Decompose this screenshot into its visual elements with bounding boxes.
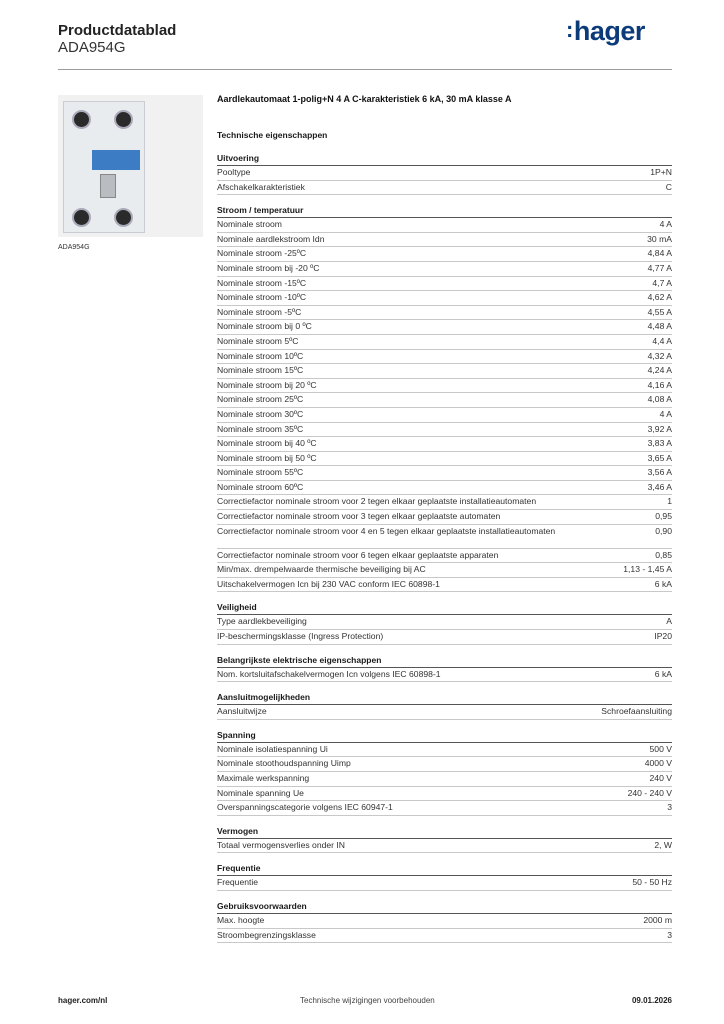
spec-row [217,510,672,525]
spec-row [217,876,672,891]
spec-value: 4,08 A [647,394,672,405]
spec-row [217,218,672,233]
spec-value: 4 A [659,408,672,419]
group-title: Veiligheid [217,602,672,615]
group-title: Vermogen [217,826,672,839]
spec-value: Schroefaansluiting [601,706,672,717]
spec-label: Nominale stroom bij -20 ºC [217,262,320,273]
spec-label: Nominale stroom bij 20 ºC [217,379,317,390]
device-lever [100,174,116,198]
group-title: Belangrijkste elektrische eigenschappen [217,655,672,668]
spec-value: 50 - 50 Hz [632,877,672,888]
spec-label: Nominale stroom [217,219,282,230]
spec-value: 0,85 [655,549,672,560]
spec-label: Max. hoogte [217,914,265,925]
spec-row [217,181,672,196]
spec-label: Nominale stroom -10ºC [217,292,307,303]
hager-logo: :hager [566,16,645,46]
spec-label: Afschakelkarakteristiek [217,181,305,192]
spec-value: 4,84 A [647,248,672,259]
group-title: Frequentie [217,863,672,876]
spec-label: Nominale stroom 25ºC [217,394,304,405]
product-image [58,95,203,237]
spec-row [217,525,672,549]
spec-row [217,166,672,181]
spec-value: 4 A [659,219,672,230]
spec-label: Overspanningscategorie volgens IEC 60947-1 [217,802,393,813]
spec-row [217,350,672,365]
spec-row [217,306,672,321]
spec-label: Nominale stroom 5ºC [217,335,299,346]
document-title: Productdatablad [58,22,177,39]
spec-row [217,481,672,496]
group-title: Spanning [217,730,672,743]
spec-row [217,291,672,306]
section-title: Technische eigenschappen [217,130,328,140]
spec-row [217,668,672,683]
spec-value: 3,92 A [647,423,672,434]
spec-label: Nominale stroom 55ºC [217,467,304,478]
spec-value: IP20 [654,631,672,642]
spec-value: 240 V [649,773,672,783]
spec-value: 6 kA [654,578,672,589]
spec-label: Nominale stroom bij 0 ºC [217,321,312,332]
group-title: Gebruiksvoorwaarden [217,901,672,914]
spec-value: 1P+N [650,167,672,177]
spec-row [217,549,672,564]
spec-value: 4,4 A [652,335,672,346]
spec-value: 4,48 A [647,321,672,332]
spec-content [217,94,672,943]
footer-date: 09.01.2026 [631,996,672,1005]
image-caption: ADA954G [58,244,90,251]
spec-label: Aansluitwijze [217,706,267,717]
spec-value: 4,55 A [647,306,672,317]
document-subtitle: ADA954G [58,39,126,56]
spec-label: Nom. kortsluitafschakelvermogen Icn volgens IEC 60898-1 [217,668,441,679]
group-title: Stroom / temperatuur [217,205,672,218]
group-title: Uitvoering [217,153,672,166]
spec-row [217,578,672,593]
spec-label: Correctiefactor nominale stroom voor 2 tegen elkaar geplaatste installatieautomaten [217,496,537,507]
spec-label: Nominale stroom 15ºC [217,365,304,376]
spec-row [217,364,672,379]
spec-row [217,335,672,350]
spec-label: Nominale stroom 30ºC [217,408,304,419]
spec-label: Nominale stroom 60ºC [217,481,304,492]
spec-value: 3,46 A [647,481,672,492]
spec-label: Correctiefactor nominale stroom voor 4 en 5 tegen elkaar geplaatste installatieautomaten [217,525,556,536]
spec-row [217,630,672,645]
spec-value: 2, W [654,839,672,850]
spec-value: 3,83 A [647,438,672,449]
spec-label: Nominale stroom bij 50 ºC [217,452,317,463]
spec-label: Nominale stroom 10ºC [217,350,304,361]
spec-label: Maximale werkspanning [217,773,310,783]
spec-row [217,233,672,248]
spec-row [217,787,672,802]
spec-label: IP-beschermingsklasse (Ingress Protection) [217,631,384,642]
footer-disclaimer: Technische wijzigingen voorbehouden [300,996,435,1005]
spec-value: 240 - 240 V [627,787,672,798]
spec-value: 3,56 A [647,467,672,478]
spec-row [217,277,672,292]
spec-label: Nominale stroom -5ºC [217,306,302,317]
spec-value: 4000 V [644,758,672,769]
spec-value: 4,32 A [647,350,672,361]
spec-row [217,262,672,277]
spec-label: Nominale isolatiespanning Ui [217,743,328,754]
spec-row [217,452,672,467]
spec-row [217,705,672,720]
spec-value: 3,65 A [647,452,672,463]
spec-value: 4,7 A [652,277,672,288]
spec-label: Nominale aardlekstroom Idn [217,233,325,244]
spec-label: Correctiefactor nominale stroom voor 6 tegen elkaar geplaatste apparaten [217,549,499,560]
device-label-strip [92,150,140,170]
spec-row [217,495,672,510]
spec-row [217,408,672,423]
spec-value: 3 [667,929,672,940]
header-divider [58,69,672,70]
logo-text: hager [573,16,645,46]
spec-row [217,615,672,630]
spec-row [217,743,672,758]
spec-label: Correctiefactor nominale stroom voor 3 tegen elkaar geplaatste automaten [217,511,501,522]
spec-value: 2000 m [643,914,672,925]
spec-row [217,379,672,394]
spec-value: 30 mA [647,233,672,244]
spec-row [217,393,672,408]
spec-row [217,757,672,772]
spec-row [217,563,672,578]
spec-value: 0,90 [655,525,672,536]
spec-value: A [666,616,672,627]
spec-value: 6 kA [654,668,672,679]
spec-label: Nominale stoothoudspanning Uimp [217,758,351,769]
terminal-screw [72,208,91,227]
spec-row [217,466,672,481]
spec-row [217,772,672,787]
spec-label: Pooltype [217,167,251,177]
spec-row [217,247,672,262]
spec-label: Frequentie [217,877,259,888]
spec-value: 4,62 A [647,292,672,303]
spec-row [217,320,672,335]
spec-row [217,801,672,816]
spec-row [217,929,672,944]
footer-website[interactable]: hager.com/nl [58,996,108,1005]
spec-value: C [665,181,672,192]
spec-groups [217,153,672,943]
spec-row [217,914,672,929]
spec-value: 500 V [649,743,672,754]
product-description: Aardlekautomaat 1-polig+N 4 A C-karakteristiek 6 kA, 30 mA klasse A [217,94,512,104]
spec-label: Nominale stroom -15ºC [217,277,307,288]
spec-row [217,839,672,854]
spec-value: 1,13 - 1,45 A [623,564,672,575]
terminal-screw [114,208,133,227]
terminal-screw [72,110,91,129]
spec-value: 1 [667,496,672,507]
spec-label: Nominale stroom 35ºC [217,423,304,434]
spec-value: 4,16 A [647,379,672,390]
terminal-screw [114,110,133,129]
spec-label: Nominale stroom bij 40 ºC [217,438,317,449]
spec-label: Stroombegrenzingsklasse [217,929,316,940]
spec-value: 4,24 A [647,365,672,376]
spec-value: 3 [667,802,672,813]
spec-label: Min/max. drempelwaarde thermische beveiliging bij AC [217,564,426,575]
spec-label: Type aardlekbeveiliging [217,616,307,627]
spec-row [217,423,672,438]
group-title: Aansluitmogelijkheden [217,692,672,705]
spec-label: Nominale stroom -25ºC [217,248,307,259]
spec-value: 0,95 [655,511,672,522]
spec-row [217,437,672,452]
spec-label: Totaal vermogensverlies onder IN [217,839,346,850]
device-illustration [63,101,145,233]
spec-value: 4,77 A [647,262,672,273]
spec-label: Nominale spanning Ue [217,787,304,798]
spec-label: Uitschakelvermogen Icn bij 230 VAC conform IEC 60898-1 [217,578,440,589]
